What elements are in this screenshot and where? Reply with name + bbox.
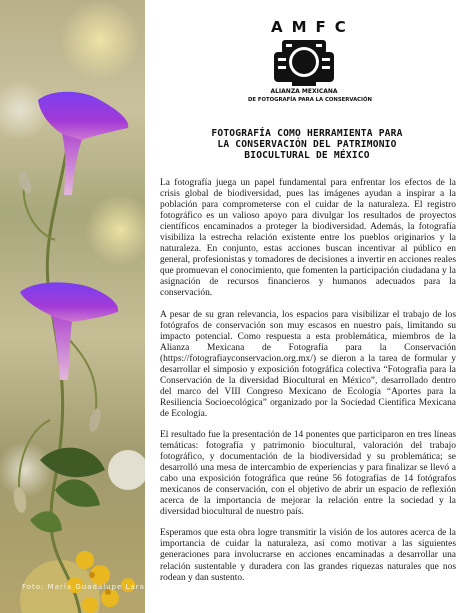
title-line2: LA CONSERVACIÓN DEL PATRIMONIO bbox=[217, 139, 397, 150]
document-title bbox=[168, 128, 446, 161]
morning-glory-photo bbox=[0, 0, 145, 613]
logo-name-line1: ALIANZA MEXICANA bbox=[270, 88, 338, 95]
amfc-logo bbox=[248, 18, 372, 104]
title-line1: FOTOGRAFÍA COMO HERRAMIENTA PARA bbox=[211, 128, 403, 139]
body-text bbox=[160, 178, 456, 594]
sun-stone-icon bbox=[272, 38, 336, 88]
paragraph-results: El resultado fue la presentación de 14 ponentes que participaron en tres líneas temáticas: fotografía y patrimonio biocultural, valoración del trabajo fotográfico, y documentación de la biodiversidad y su problemática; se desarrolló una mesa de intercambio de experiencias y para finalizar se llevó a cabo una exposición fotográfica que reúne 56 fotografías de 14 fotógrafos mexicanos de conservación, con el objetivo de abrir un espacio de reflexión acerca de la importancia de mejorar la relación entre la sociedad y la diversidad biocultural de nuestro país. bbox=[160, 429, 456, 518]
logo-letters: AMFC bbox=[271, 18, 355, 36]
paragraph-intro: La fotografía juega un papel fundamental para enfrentar los efectos de la crisis global de biodiversidad, pues las imágenes ayudan a inspirar a la población para comprometerse con el cuidar de la naturaleza. El registro fotográfico es un valioso apoyo para divulgar los resultados de proyectos científicos encaminados a proteger la biodiversidad. Además, la fotografía visibiliza la estrecha relación existente entre los pueblos originarios y la naturaleza. En conjunto, estas acciones buscan incentivar al público en general, profesionistas y tomadores de decisiones a invertir en acciones reales que promuevan el conocimiento, que fomenten la participación ciudadana y la asignación de recursos financieros y humanos adecuados para la conservación. bbox=[160, 178, 456, 299]
paragraph-closing: Esperamos que esta obra logre transmitir la visión de los autores acerca de la importancia de cuidar la naturaleza, así como motivar a las siguientes generaciones para involucrarse en acciones encaminadas a desarrollar una relación sustentable y duradera con las grandes riquezas naturales que nos rodean y dan sustento. bbox=[160, 528, 456, 583]
title-line3: BIOCULTURAL DE MÉXICO bbox=[244, 150, 370, 161]
photo-credit: Foto: María Guadalupe Lara bbox=[22, 583, 145, 591]
paragraph-context: A pesar de su gran relevancia, los espacios para visibilizar el trabajo de los fotógrafos de conservación son muy escasos en nuestro país, limitando su impacto potencial. Como respuesta a esta problemática, miembros de la Alianza Mexicana de Fotografía para la Conservación (https://fotografiayconservacion.org.mx/) se dieron a la tarea de formular y desarrollar el simposio y exposición fotográfica colectiva “Fotografía para la Conservación de la diversidad Biocultural en México”, desarrollado dentro del marco del VIII Congreso Mexicano de Ecología “Aportes para la Resiliencia Socioecológica” organizado por la Sociedad Científica Mexicana de Ecología. bbox=[160, 309, 456, 419]
logo-name-line2: DE FOTOGRAFÍA PARA LA CONSERVACIÓN bbox=[248, 97, 372, 103]
cover-photo bbox=[0, 0, 145, 613]
